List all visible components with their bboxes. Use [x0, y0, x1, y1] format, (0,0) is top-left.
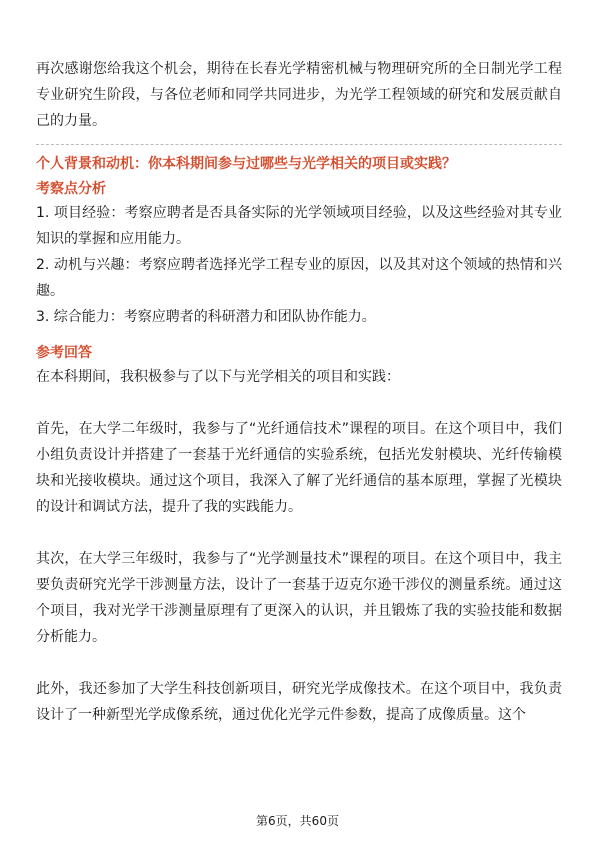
analysis-item: 3. 综合能力：考察应聘者的科研潜力和团队协作能力。 — [36, 309, 376, 325]
analysis-item: 2. 动机与兴趣：考察应聘者选择光学工程专业的原因，以及其对这个领域的热情和兴趣。 — [36, 257, 562, 299]
answer-label: 参考回答 — [36, 345, 92, 361]
answer-paragraph: 首先，在大学二年级时，我参与了“光纤通信技术”课程的项目。在这个项目中，我们小组负责设计并搭建了一套基于光纤通信的实验系统，包括光发射模块、光纤传输模块和光接收模块。通过这个项目，我深入了解了光纤通信的基本原理，掌握了光模块的设计和调试方法，提升了我的实践能力。 — [36, 421, 562, 515]
analysis-item: 1. 项目经验：考察应聘者是否具备实际的光学领域项目经验，以及这些经验对其专业知识的掌握和应用能力。 — [36, 205, 562, 247]
answer-opening: 在本科期间，我积极参与了以下与光学相关的项目和实践： — [36, 369, 400, 385]
analysis-label: 考察点分析 — [36, 181, 106, 197]
intro-paragraph: 再次感谢您给我这个机会，期待在长春光学精密机械与物理研究所的全日制光学工程专业研究生阶段，与各位老师和同学共同进步，为光学工程领域的研究和发展贡献自己的力量。 — [36, 61, 562, 129]
question-heading: 个人背景和动机：你本科期间参与过哪些与光学相关的项目或实践？ — [36, 156, 456, 172]
document-page — [36, 56, 562, 728]
page-footer: 第6页，共60页 — [256, 814, 339, 828]
answer-paragraph: 此外，我还参加了大学生科技创新项目，研究光学成像技术。在这个项目中，我负责设计了一种新型光学成像系统，通过优化光学元件参数，提高了成像质量。这个 — [36, 681, 562, 723]
answer-paragraph: 其次，在大学三年级时，我参与了“光学测量技术”课程的项目。在这个项目中，我主要负责研究光学干涉测量方法，设计了一套基于迈克尔逊干涉仪的测量系统。通过这个项目，我对光学干涉测量原理有了更深入的认识，并且锻炼了我的实验技能和数据分析能力。 — [36, 551, 562, 645]
section-divider — [36, 144, 562, 146]
